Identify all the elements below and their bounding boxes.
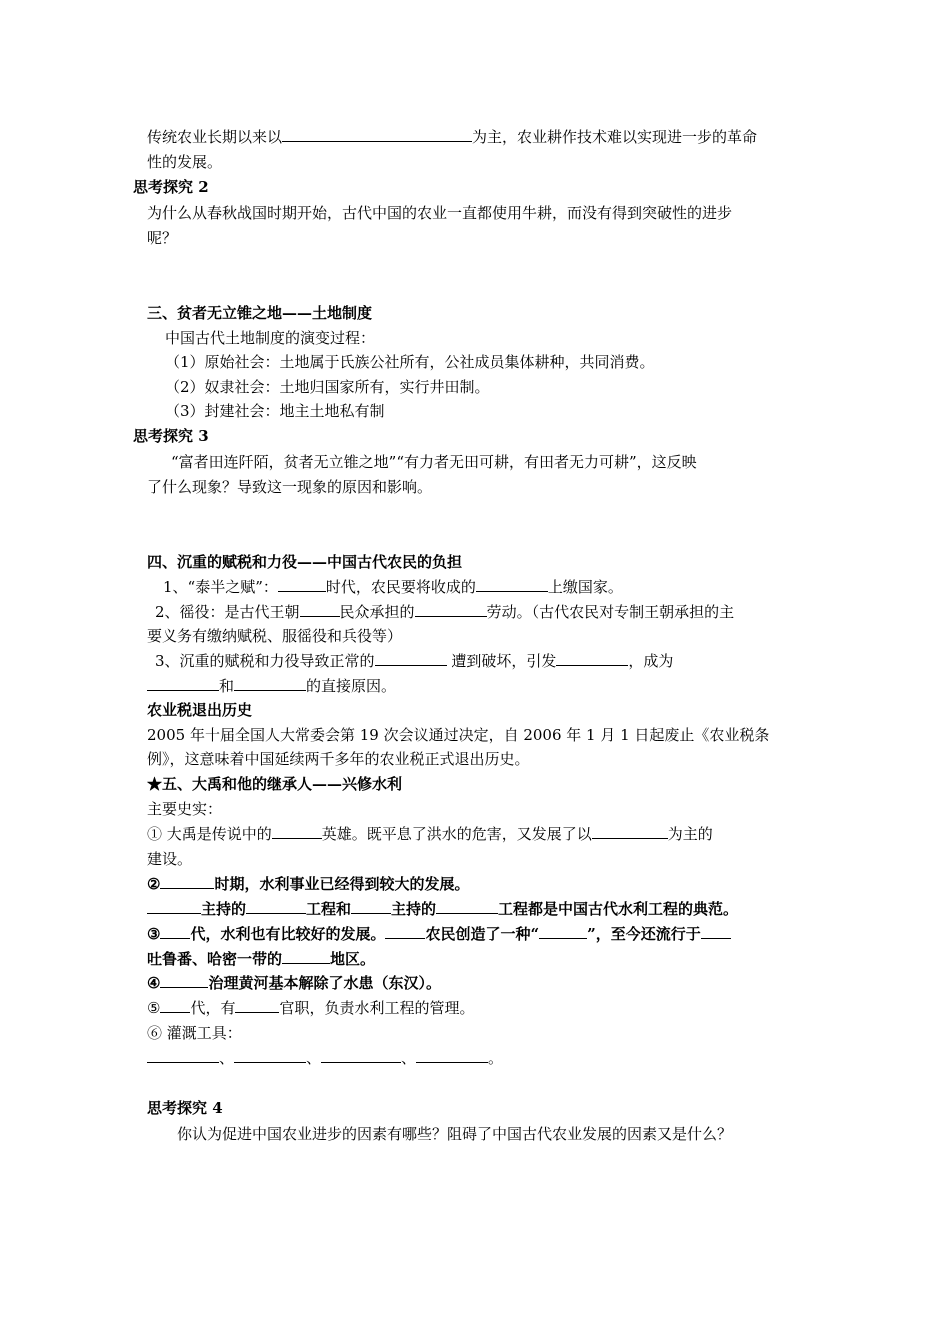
think3-q1: “富者田连阡陌，贫者无立锥之地”“有力者无田可耕，有田者无力可耕”，这反映 xyxy=(171,453,697,471)
blank[interactable] xyxy=(351,899,391,914)
blank[interactable] xyxy=(556,651,628,666)
sec3-title: 三、贫者无立锥之地——土地制度 xyxy=(147,304,373,322)
blank[interactable] xyxy=(147,899,201,914)
think2-q2: 呢？ xyxy=(147,229,178,247)
blank[interactable] xyxy=(416,1048,488,1063)
blank[interactable] xyxy=(385,924,425,939)
text-line: 传统农业长期以来以 为主，农业耕作技术难以实现进一步的革命 xyxy=(147,128,758,146)
sec4-item1: 1、“泰半之赋”： 时代，农民要将收成的 上缴国家。 xyxy=(163,578,623,596)
blank[interactable] xyxy=(160,874,214,889)
think4-title: 思考探究 4 xyxy=(147,1099,223,1117)
sec3-item: （3）封建社会：地主土地私有制 xyxy=(165,402,385,420)
think2-title: 思考探究 2 xyxy=(133,178,209,196)
blank[interactable] xyxy=(234,1048,306,1063)
blank[interactable] xyxy=(321,1048,401,1063)
think2-q1: 为什么从春秋战国时期开始，古代中国的农业一直都使用牛耕，而没有得到突破性的进步 xyxy=(147,204,733,222)
sec3-intro: 中国古代土地制度的演变过程： xyxy=(165,329,376,347)
sec5-item1: ① 大禹是传说中的 英雄。既平息了洪水的危害，又发展了以 为主的 xyxy=(147,825,713,843)
sec3-item: （2）奴隶社会：土地归国家所有，实行井田制。 xyxy=(165,378,490,396)
blank[interactable] xyxy=(282,127,472,142)
blank[interactable] xyxy=(300,602,340,617)
sec4-title: 四、沉重的赋税和力役——中国古代农民的负担 xyxy=(147,553,463,571)
sec5-item5: ⑤ 代，有 官职，负责水利工程的管理。 xyxy=(147,999,475,1017)
think4-q1: 你认为促进中国农业进步的因素有哪些？阻碍了中国古代农业发展的因素又是什么？ xyxy=(177,1125,733,1143)
blank[interactable] xyxy=(282,949,330,964)
sec5-item1-cont: 建设。 xyxy=(147,850,193,868)
tax-p2: 例》，这意味着中国延续两千多年的农业税正式退出历史。 xyxy=(147,750,530,768)
blank[interactable] xyxy=(415,602,487,617)
sec5-item3-cont: 吐鲁番、哈密一带的 地区。 xyxy=(147,950,376,968)
sec5-item2: ② 时期，水利事业已经得到较大的发展。 xyxy=(147,875,470,893)
blank[interactable] xyxy=(539,924,587,939)
blank[interactable] xyxy=(701,924,731,939)
text-line: 性的发展。 xyxy=(147,153,223,171)
blank[interactable] xyxy=(234,676,306,691)
sec4-item2-cont: 要义务有缴纳赋税、服徭役和兵役等） xyxy=(147,627,403,645)
sec5-intro: 主要史实： xyxy=(147,800,223,818)
tax-p1: 2005 年十届全国人大常委会第 19 次会议通过决定，自 2006 年 1 月 1 日起废止《农业税条 xyxy=(147,726,770,744)
blank[interactable] xyxy=(246,899,306,914)
sec3-item: （1）原始社会：土地属于氏族公社所有，公社成员集体耕种，共同消费。 xyxy=(165,353,655,371)
sec5-item3: ③ 代，水利也有比较好的发展。 农民创造了一种“ ”，至今还流行于 xyxy=(147,924,731,944)
think3-title: 思考探究 3 xyxy=(133,427,209,445)
tax-title: 农业税退出历史 xyxy=(147,701,253,719)
sec4-item3: 3、沉重的赋税和力役导致正常的 遭到破坏，引发 ，成为 xyxy=(155,652,674,670)
sec5-title: ★五、大禹和他的继承人——兴修水利 xyxy=(147,775,403,793)
blank[interactable] xyxy=(160,998,190,1013)
blank[interactable] xyxy=(272,824,322,839)
sec5-item4: ④ 治理黄河基本解除了水患（东汉）。 xyxy=(147,974,441,992)
blank[interactable] xyxy=(375,651,447,666)
blank[interactable] xyxy=(592,824,668,839)
think3-q2: 了什么现象？导致这一现象的原因和影响。 xyxy=(147,478,433,496)
sec5-item2-cont: 主持的 工程和 主持的 工程都是中国古代水利工程的典范。 xyxy=(147,899,738,919)
blank[interactable] xyxy=(235,998,279,1013)
blank[interactable] xyxy=(476,577,548,592)
blank[interactable] xyxy=(147,1048,219,1063)
blank[interactable] xyxy=(278,577,326,592)
blank[interactable] xyxy=(147,676,219,691)
blank[interactable] xyxy=(436,899,498,914)
sec4-item3-cont: 和 的直接原因。 xyxy=(147,676,396,696)
sec5-item6-blanks: 、 、 、 。 xyxy=(147,1048,503,1068)
blank[interactable] xyxy=(160,924,190,939)
blank[interactable] xyxy=(160,973,208,988)
sec4-item2: 2、徭役：是古代王朝 民众承担的 劳动。（古代农民对专制王朝承担的主 xyxy=(155,603,735,621)
sec5-item6: ⑥ 灌溉工具： xyxy=(147,1024,242,1042)
